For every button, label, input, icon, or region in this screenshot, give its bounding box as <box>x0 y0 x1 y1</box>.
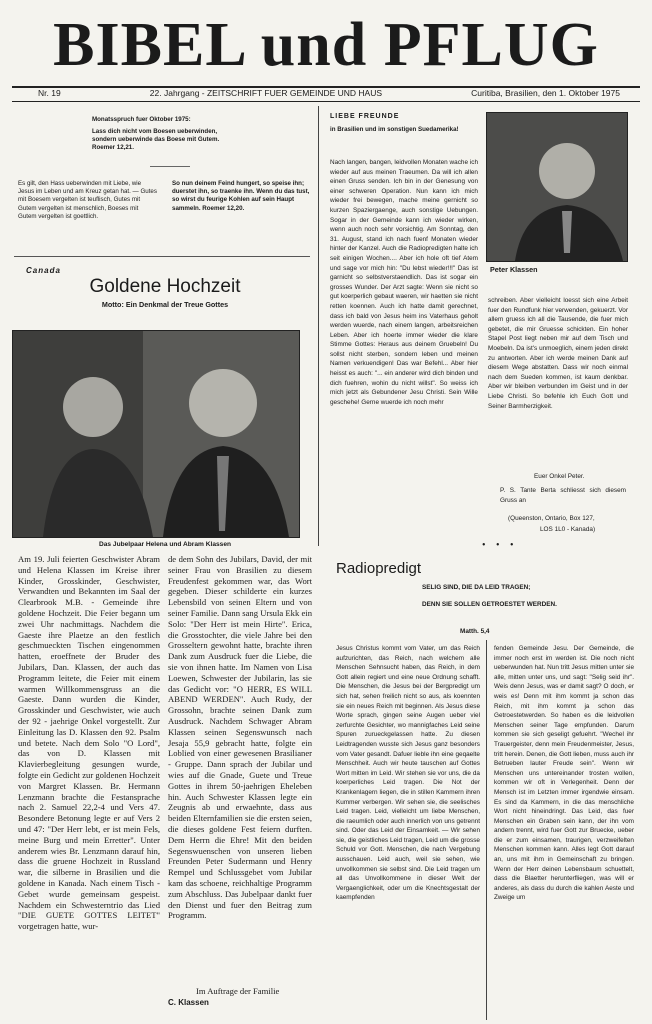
freunde-col2: schreiben. Aber vielleicht loesst sich eine Arbeit fuer den Rundfunk hier verwenden, gekuerzt. Vor allem gruess ich all die Tausende, die fuer mich gebetet, die mir Gruesse schickten. Ein hoher Stapel Post liegt neben mir auf dem Tisch und Moebeln. Da ist's unmoeglich, einem jeden direkt zu antworten. Aber ich werde meinen Dank auf diesem Wege abstatten. Dass wir noch einmal nach dem Sueden kommen, ist kaum denkbar. Aber wir bleiben verbunden im Geist und in der Liebe Christi. So befehle ich Euch Gott und Seiner Barmherzigkeit. <box>488 297 628 410</box>
couple-photo <box>12 330 300 538</box>
radio-title: Radiopredigt <box>336 560 422 577</box>
freunde-title: LIEBE FREUNDE <box>330 113 400 120</box>
portrait-caption: Peter Klassen <box>490 265 538 274</box>
freunde-addr1: (Queenston, Ontario, Box 127, <box>508 515 595 522</box>
hochzeit-col2: de dem Sohn des Jubilars, David, der mit seiner Frau von Brasilien zu diesem Freudenfest gekommen war, das Wort gegeben. Dieser schilderte ein kurzes Lebensbild von seinen Eltern und von seiner Familie. Dann sang Ursula Ekk ein Solo: "Der Herr ist mein Hirte". Erica, die Grosstochter, die viele Jahre bei den Grosseltern gewohnt hatte, brachte ihren Dank zum Ausdruck fuer die Liebe, die sie von ihnen hatte. Im Namen von Lisa Loewen, Schwester der Jubilarin, las sie das Gedicht vor: "O HERR, ES WILL ABEND WERDEN". Auch Rudy, der Grossohn, brachte seinen Dank zum Ausdruck. Nachdem Schwager Abram Klassen seinen Segenswunsch nach Jesaja 55,9 gebracht hatte, folgte ein Loblied von einer gewesenen Brasilianer - Gruppe. Dann sprach der Jubilar und wies auf die Gnade, Guete und Treue Gottes in ihrem 50-jaehrigen Eheleben hin. Auch Schwester Klassen legte ein Zeugnis ab und erwaehnte, dass aus beiden Elternfamilien sie die ersten seien, die dieses goldene Fest feiern durften. Dem Herrn die Ehre! Mit den beiden Segenswuenschen von unseren lieben Freunden Peter Sudermann und Henry Rempel und Schlussgebet vom Jubilar kam das schoene, reichhaltige Programm zum Abschluss. Das Jubelpaar dankt fuer den Dienst und fuer den Beitrag zum Programm. <box>168 554 312 921</box>
radio-col1: Jesus Christus kommt vom Vater, um das Reich aufzurichten, das Reich, nach welchem alle Menschen Sehnsucht haben, das Reich, in dem Gott allein regiert und eine neue Ordnung schafft. Die Menschen, die Jesus bei der Bergpredigt um sich hat, sehen freilich nicht so aus, als koennten sie ein neues Reich mit beginnen. Als Jesus diese Worte sprach, gingen seine Augen ueber viel zerfurchte Gesichter, wo mannigfaches Leid seine Spuren zurueckgelassen hatte. Zu diesen Leidtragenden wusste sich Jesus ganz besonders vom Vater gesandt. Dafuer lieble ihn eine geqaelte Menschheit. Auch wir heute tauschen auf Gottes Wort mitten im Leid. Wir stehen sie vor uns, die da koerperliches Leid tragen. Die Not der Krankenlagern liegen, die in stillen Kammern ihren Kummer verbergen. Wir sehen sie, die seelisches Leid tragen. Leid, vielleicht um liebe Menschen, die raeumlich oder auch innerlich von uns getrennt sind. Oder das Leid der Einsamkeit. — Wir sehen sie, die geistliches Leid tragen, Leid um die grosse Schuld vor Gott. Menschen, die nach Vergebung ausschauen. Leid auch, weil sie sehen, wie unvollkommen sie selbst sind. Die Leid tragen um all das Unvollkommene in dieser Welt der Vergaenglichkeit, oder um die Knechtsgestalt der kaempfenden <box>336 645 480 902</box>
issue-line <box>12 88 640 100</box>
article-title: Goldene Hochzeit <box>89 276 241 297</box>
peter-klassen-portrait <box>486 112 628 262</box>
monthly-verse-right: So nun deinem Feind hungert, so speise ihn; duerstet ihn, so traenke ihn. Wenn du das tust, so wirst du feurige Kohlen auf sein Haupt sammeln. Roemer 12,20. <box>172 180 310 212</box>
freunde-sub: in Brasilien und im sonstigen Suedamerika! <box>330 126 459 133</box>
column-rule <box>318 106 319 546</box>
separator-dots: • • • <box>482 540 518 551</box>
hochzeit-col1: Am 19. Juli feierten Geschwister Abram und Helena Klassen im Kreise ihrer Kinder, Grosskinder, Geschwister, Verwandten und Bekannten im Saal der Clearbrook M.B. - Gemeinde ihre goldene Hochzeit. Die Feier begann um zwei Uhr nachmittags. Nachdem die Gaeste ihre Plaetze an den festlich geschmueckten Tischen eingenommen hatten, eroeffnete der Bruder des Jubilars, Dan. Klassen, der auch das Programm leitete, die Feier mit einem warmen Willkommensgruss an die Gaeste. Dann wurden die Kinder, Grosskinder und Geschwister, wie auch der 92 - jaehrige Onkel vorgestellt. Zur Einleitung las D. Klassen den 92. Psalm und betete. Nach dem Solo "O Lord", das von D. Klassen mit Klavierbegleitung gesungen wurde, folgte ein Gedicht zur goldenen Hochzeit von Margret Klassen. Br. Hermann Lenzmann brachte die Festansprache nach 2. Samuel 22,2-4 und Vers 47. Besondere Betonung legte er auf Vers 2 und 47: "Der Herr lebt, er ist mein Fels, meine Burg und mein Erretter". Unter anderem wies Br. Lenzmann darauf hin, dass die gruene Hochzeit in Russland war, die silberne in Brasilien und die goldene in Kanada. Nach einem Tisch - Gebet wurde gemeinsam gespeist. Nachdem ein Schwesterntrio das Lied "DIE GUETE GOTTES LEITET" vorgetragen hatte, wur- <box>18 554 160 932</box>
section-label: Canada <box>26 266 61 275</box>
hochzeit-sign2: C. Klassen <box>168 998 209 1007</box>
masthead-title: BIBEL und PFLUG <box>53 11 599 79</box>
freunde-col1: Nach langen, bangen, leidvollen Monaten wache ich wieder auf aus meinen Traeumen. Da will ich allen einen Gruss senden. Ich bin in der Genesung von einer schweren Operation. Nun kann ich mich wieder frei bewegen, mache meine gernicht so kurzen Spaziergaenge, auch sonstige Uebungen. Sogar in der Gemeinde kann ich wieder wirken, wenn auch noch sehr vorsichtig. Am Sonntag, den 31. August, stand ich nach fuenf Monaten wieder hinter der Kanzel. Auch die Radiopredigten halte ich seit einigen Wochen.... Aber ich hole oft tief Atem und sage vor mich hin: "Du lebst wieder!!!" Das ist garnicht so selbstverstaendlich. Das ist sogar ein grosses Wunder. Der Arzt sagte: Wenn sie nicht so gut koerperlich gebaut waeren, wir haetten sie nicht retten koennen. Auch ich hatte damit gerechnet, dass ich bald von Jesus heim ins Vaterhaus geholt werden wuerde, nach einem langen, arbeitsreichen Leben. Aber ich hoerte immer wieder die klare Stimme Gottes: Heraus aus deinem Gruebeln! Du sollst nicht sterben, sondern leben und meinen Namen verkuendigen! Das war Befehl... Aber hier heisst es auch: "... ein anderer wird dich binden und dich fuehren, wohin du nicht willst". So weiss ich mich jetzt als Gebundener Jesu Christi. Sein Wille geschehe! Gerne wuerde ich noch mehr <box>330 159 478 406</box>
radio-verse-2: DENN SIE SOLLEN GETROESTET WERDEN. <box>422 601 557 608</box>
monthly-verse-left: Es gilt, den Hass ueberwinden mit Liebe, wie Jesus im Leben und am Kreuz getan hat. — Gutes mit Boesem vergelten ist teuflisch, Gutes mit Gutem vergelten ist menschlich, Boeses mit Gutem vergelten ist goettlich. <box>18 180 157 220</box>
radio-ref: Matth. 5,4 <box>460 628 490 635</box>
issue-number: Nr. 19 <box>38 88 61 98</box>
hochzeit-sign1: Im Auftrage der Familie <box>196 986 280 996</box>
radio-col2: fenden Gemeinde Jesu. Der Gemeinde, die immer noch erst im werden ist. Die noch nicht ueberwunden hat. Nun tritt Jesus mitten unter sie alle, mitten unter uns, und sagt: "Selig seid ihr". Weis denn Jesus, was er damit sagt? O doch, er weis es! Denn mit ihm kommt ja schon das Reich, mit ihm kommt ja schon das Getroestetwerden. So haben es die leidvollen Menschen seiner Tage empfunden. Darum kommen sie sich geseligt gefuehrt. "Wechel ihr Trauergeister, denn mein Freudenmeister, Jesus, tritt herein. Denen, die Gott lieben, muss auch ihr Betrueben lauter Freude sein". Wenn wir Menschen uns untereinander trosten wollen, kommen wir oft in Verlegenheit. Denn der Mensch ist im Letzten immer irgendwie einsam. Es sind da Kammern, in die das menschliche Wort nicht hineindringt. Das Leid, das fuer Menschen ein Graben sein kann, der ihn vom andern trennt, wird fuer Gott zur Bruecke, ueber die er zum einsamen, traurigen, verzweifelten Menschen kommen kann. Alles legt Gott darauf an, uns mit ihm in Gemeinschaft zu bringen. Wenn der Herr deinen Lebensbaum schuettelt, dass die Blaetter herunterfliegen, was will er anderes, als dass du durch die kahlen Aeste und Zweige um <box>494 645 634 902</box>
couple-figures <box>13 331 299 537</box>
freunde-sign: Euer Onkel Peter. <box>534 473 585 480</box>
section-divider <box>14 256 310 257</box>
monthly-verse-heading: Monatsspruch fuer Oktober 1975: <box>92 116 191 123</box>
portrait-figure <box>487 113 627 261</box>
freunde-ps: P. S. Tante Berta schliesst sich diesem Gruss an <box>500 487 626 504</box>
masthead-rule-bottom <box>12 101 640 102</box>
issue-volume: 22. Jahrgang - ZEITSCHRIFT FUER GEMEINDE UND HAUS <box>149 88 383 98</box>
verse-divider <box>150 166 190 167</box>
issue-place-date: Curitiba, Brasilien, den 1. Oktober 1975 <box>471 88 620 98</box>
freunde-addr2: LOS 1L0 - Kanada) <box>540 526 596 533</box>
radio-verse-1: SELIG SIND, DIE DA LEID TRAGEN; <box>422 584 531 591</box>
photo-caption: Das Jubelpaar Helena und Abram Klassen <box>98 541 232 548</box>
radio-column-rule <box>486 640 487 1020</box>
article-motto: Motto: Ein Denkmal der Treue Gottes <box>101 300 229 309</box>
monthly-verse-text: Lass dich nicht vom Boesen ueberwinden, sondern ueberwinde das Boese mit Gutem. Roemer 12,21. <box>92 128 220 152</box>
